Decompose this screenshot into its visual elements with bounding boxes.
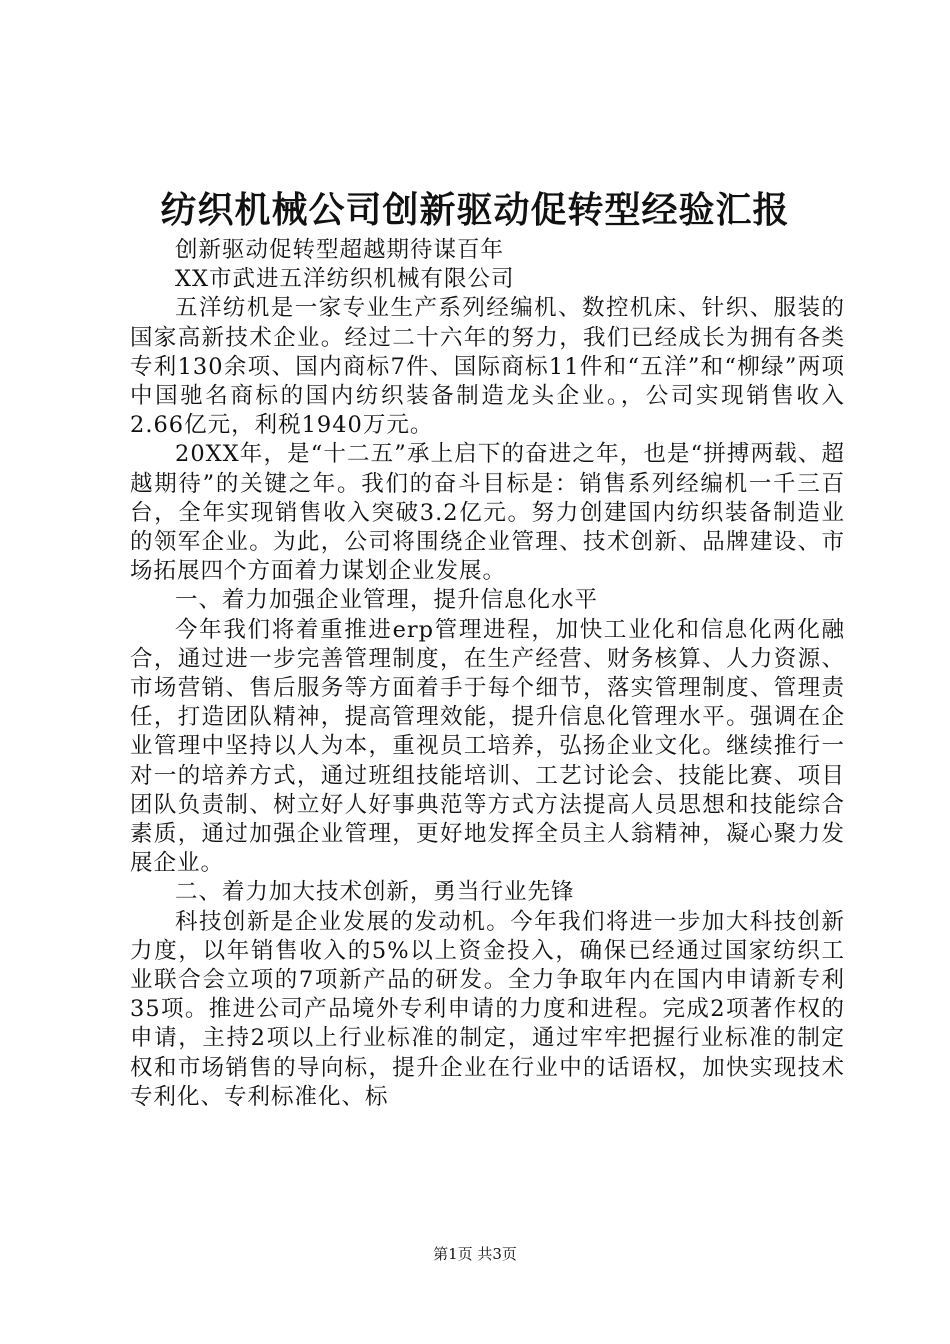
subtitle-paragraph: 创新驱动促转型超越期待谋百年 [175,237,505,263]
page-footer: 第1页 共3页 [433,1245,517,1263]
goals-paragraph: 20XX年，是“十二五”承上启下的奋进之年，也是“拼搏两载、超越期待”的关键之年。我们的奋斗目标是：销售系列经编机一千三百台，全年实现销售收入突破3.2亿元。努力创建国内纺织装备制造业的领军企业。为此，公司将围绕企业管理、技术创新、品牌建设、市场拓展四个方面着力谋划企业发展。 [130,441,845,585]
document-title: 纺织机械公司创新驱动促转型经验汇报 [160,189,790,231]
innovation-paragraph: 科技创新是企业发展的发动机。今年我们将进一步加大科技创新力度，以年销售收入的5%以上资金投入，确保已经通过国家纺织工业联合会立项的7项新产品的研发。全力争取年内在国内申请新专利35项。推进公司产品境外专利申请的力度和进程。完成2项著作权的申请，主持2项以上行业标准的制定，通过牢牢把握行业标准的制定权和市场销售的导向标，提升企业在行业中的话语权，加快实现技术专利化、专利标准化、标 [130,908,845,1110]
document-body [130,236,845,1112]
section-heading-management: 一、着力加强企业管理，提升信息化水平 [175,587,599,614]
management-paragraph: 今年我们将着重推进erp管理进程，加快工业化和信息化两化融合，通过进一步完善管理制度，在生产经营、财务核算、人力资源、市场营销、售后服务等方面着手于每个细节，落实管理制度、管理责任，打造团队精神，提高管理效能，提升信息化管理水平。强调在企业管理中坚持以人为本，重视员工培养，弘扬企业文化。继续推行一对一的培养方式，通过班组技能培训、工艺讨论会、技能比赛、项目团队负责制、树立好人好事典范等方式方法提高人员思想和技能综合素质，通过加强企业管理，更好地发挥全员主人翁精神，凝心聚力发展企业。 [130,616,845,877]
company-name-paragraph: XX市武进五洋纺织机械有限公司 [175,266,515,293]
intro-paragraph: 五洋纺机是一家专业生产系列经编机、数控机床、针织、服装的国家高新技术企业。经过二十六年的努力，我们已经成长为拥有各类专利130余项、国内商标7件、国际商标11件和“五洋”和“柳绿”两项中国驰名商标的国内纺织装备制造龙头企业。，公司实现销售收入2.66亿元，利税1940万元。 [130,295,845,439]
section-heading-innovation: 二、着力加大技术创新，勇当行业先锋 [175,879,575,906]
